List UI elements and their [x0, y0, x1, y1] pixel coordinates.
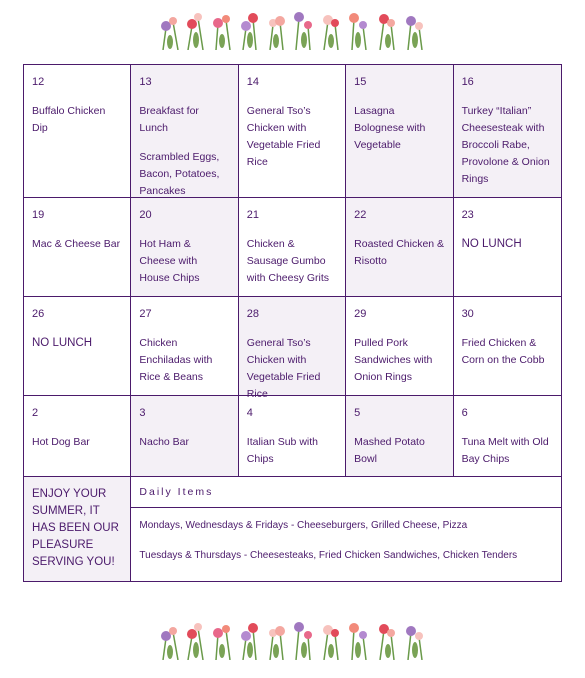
day-date: 13: [139, 76, 152, 88]
footer-row: [24, 477, 561, 581]
day-cell: [239, 396, 346, 476]
day-date: 2: [32, 407, 39, 419]
day-cell: [131, 396, 238, 476]
day-meal: Fried Chicken & Corn on the Cobb: [461, 337, 545, 366]
day-date: 12: [32, 76, 45, 88]
day-date: 3: [139, 407, 146, 419]
day-meal: Mac & Cheese Bar: [32, 238, 121, 250]
day-date: 15: [354, 76, 367, 88]
day-cell: [239, 198, 346, 296]
day-date: 14: [246, 76, 260, 88]
day-cell: [24, 65, 131, 197]
week-row: [24, 65, 561, 198]
day-date: 16: [461, 76, 474, 88]
day-cell: [24, 198, 131, 296]
day-meal: Lasagna Bolognese with Vegetable: [354, 105, 426, 151]
week-row: [24, 297, 561, 400]
day-cell: [346, 297, 453, 395]
day-meal: General Tso’s Chicken with Vegetable Fried Rice: [246, 105, 321, 168]
closing-message: ENJOY YOUR SUMMER, IT HAS BEEN OUR PLEASURE SERVING YOU!: [32, 488, 119, 568]
day-meal: Buffalo Chicken Dip: [32, 105, 106, 134]
day-date: 23: [461, 209, 474, 221]
day-date: 6: [461, 407, 468, 419]
day-meal: Tuna Melt with Old Bay Chips: [461, 436, 549, 465]
day-meal: Breakfast for Lunch: [139, 105, 199, 134]
day-meal: NO LUNCH: [32, 337, 93, 349]
day-date: 19: [32, 209, 45, 221]
day-meal: Pulled Pork Sandwiches with Onion Rings: [354, 337, 433, 383]
flower-border-bottom: [158, 620, 428, 660]
day-meal: Roasted Chicken & Risotto: [354, 238, 445, 267]
day-meal: Chicken & Sausage Gumbo with Cheesy Grits: [246, 238, 330, 284]
day-cell: [239, 297, 346, 400]
daily-item-line: Tuesdays & Thursdays - Cheesesteaks, Fried Chicken Sandwiches, Chicken Tenders: [139, 550, 518, 561]
day-date: 21: [246, 209, 260, 221]
day-cell: [131, 65, 238, 197]
day-date: 30: [461, 308, 474, 320]
day-meal-detail: Scrambled Eggs, Bacon, Potatoes, Pancakes: [139, 151, 220, 197]
day-meal: Hot Dog Bar: [32, 436, 90, 448]
day-meal: NO LUNCH: [461, 238, 522, 250]
daily-items-list: [131, 508, 561, 588]
day-cell: [346, 65, 453, 197]
day-cell: [131, 198, 238, 296]
daily-items-panel: [131, 477, 561, 581]
day-meal: Turkey “Italian” Cheesesteak with Broccoli Rabe, Provolone & Onion Rings: [461, 105, 550, 185]
day-cell: [131, 297, 238, 395]
closing-message-cell: [24, 477, 131, 581]
day-cell: [346, 396, 453, 476]
day-cell: [24, 396, 131, 476]
daily-items-title: Daily Items: [131, 477, 561, 508]
week-row: [24, 396, 561, 477]
day-cell: [346, 198, 453, 296]
week-row: [24, 198, 561, 297]
flower-border-top: [158, 10, 428, 50]
day-date: 5: [354, 407, 361, 419]
day-cell: [239, 65, 346, 197]
lunch-calendar: [23, 64, 562, 582]
day-date: 27: [139, 308, 152, 320]
day-meal: General Tso’s Chicken with Vegetable Fried Rice: [246, 337, 321, 400]
day-cell: [454, 65, 561, 197]
day-cell: [454, 396, 561, 476]
day-cell: [24, 297, 131, 395]
day-cell: [454, 198, 561, 296]
day-meal: Hot Ham & Cheese with House Chips: [139, 238, 200, 284]
day-date: 29: [354, 308, 367, 320]
day-meal: Italian Sub with Chips: [246, 436, 318, 465]
day-meal: Nacho Bar: [139, 436, 189, 448]
day-meal: Mashed Potato Bowl: [354, 436, 425, 465]
day-date: 4: [246, 407, 253, 419]
daily-item-line: Mondays, Wednesdays & Fridays - Cheeseburgers, Grilled Cheese, Pizza: [139, 520, 468, 531]
day-meal: Chicken Enchiladas with Rice & Beans: [139, 337, 213, 383]
day-date: 28: [246, 308, 260, 320]
day-date: 20: [139, 209, 152, 221]
day-date: 26: [32, 308, 45, 320]
day-date: 22: [354, 209, 367, 221]
day-cell: [454, 297, 561, 395]
